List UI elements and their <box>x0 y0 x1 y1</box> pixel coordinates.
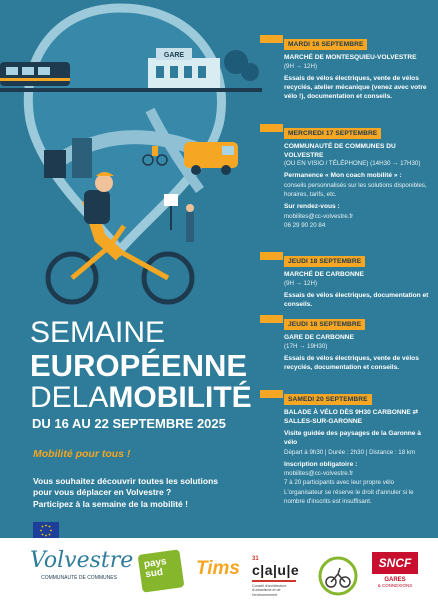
mobility-illustration <box>0 0 262 312</box>
event-place: GARE DE CARBONNE <box>284 334 354 341</box>
slogan: Mobilité pour tous ! <box>33 448 131 460</box>
event-disclaimer: L'organisateur se réserve le droit d'annuler si le nombre d'inscrits est insuffisant. <box>284 488 414 505</box>
event-description: Essais de vélos électriques, vente de vélos recyclés, documentation et conseils. <box>284 354 419 372</box>
volvestre-tagline: COMMUNAUTÉ DE COMMUNES <box>41 575 117 581</box>
caue-rule <box>252 580 296 582</box>
caue-number: 31 <box>252 556 259 562</box>
intro-text <box>33 476 258 510</box>
event-hours: (17H → 19H30) <box>284 342 328 350</box>
event-date: MERCREDI 17 SEPTEMBRE <box>284 128 381 139</box>
intro-line-2: pour vous déplacer en Volvestre ? <box>33 487 172 498</box>
event-description: Essais de vélos électriques, documentation et conseils. <box>284 291 429 309</box>
pays-sud-text: pays sud <box>143 556 168 581</box>
title-line-3-light: DELA <box>30 381 109 414</box>
partner-logos <box>0 538 438 612</box>
event-item <box>284 313 434 372</box>
event-item <box>284 388 434 506</box>
tims-logo: Tims <box>196 558 241 579</box>
bicycle-association-logo-icon <box>318 550 358 598</box>
station-sign: GARE <box>163 52 185 59</box>
event-place: MARCHÉ DE MONTESQUIEU-VOLVESTRE <box>284 54 417 61</box>
event-rdv-label: Sur rendez-vous : <box>284 203 340 211</box>
intro-line-3: Participez à la semaine de la mobilité ! <box>33 498 188 509</box>
event-place: MARCHÉ DE CARBONNE <box>284 271 364 278</box>
event-dates: DU 16 AU 22 SEPTEMBRE 2025 <box>32 416 226 431</box>
event-registration-label: Inscription obligatoire : <box>284 460 358 468</box>
event-email-link[interactable]: mobilites@cc-volvestre.fr <box>284 470 354 478</box>
event-item <box>284 33 434 102</box>
event-description: Visite guidée des paysages de la Garonne à vélo <box>284 430 421 447</box>
event-date: JEUDI 18 SEPTEMBRE <box>284 256 365 267</box>
event-item <box>284 122 434 230</box>
event-email-link[interactable]: mobilites@cc-volvestre.fr <box>284 212 354 220</box>
sncf-connexions: & CONNEXIONS <box>377 583 413 588</box>
event-hours: (9H → 12H) <box>284 62 318 70</box>
volvestre-logo <box>30 548 134 581</box>
date-marker <box>260 35 283 43</box>
sncf-gares: GARES <box>384 577 406 583</box>
caue-logo <box>252 556 300 597</box>
sncf-mark: SNCF <box>372 552 418 574</box>
eu-flag-icon <box>33 522 59 538</box>
event-details: Départ à 9h30 | Durée : 2h30 | Distance : 18 km <box>284 448 416 456</box>
event-place: COMMUNAUTÉ DE COMMUNES DU VOLVESTRE <box>284 143 396 159</box>
title-line-2: EUROPÉENNE <box>30 348 248 383</box>
date-marker <box>260 390 283 398</box>
event-place: BALADE À VÉLO DÈS 9H30 CARBONNE ⇄ SALLES-SUR-GARONNE <box>284 409 419 425</box>
pays-sud-logo <box>138 549 185 592</box>
caue-subtitle: Conseil d'architecture d'urbanisme et de l'environnement <box>252 584 287 597</box>
event-hours: (9H → 12H) <box>284 279 318 287</box>
volvestre-name: Volvestre <box>30 548 134 573</box>
event-text: conseils personnalisés sur les solutions disponibles, horaires, tarifs, etc. <box>284 181 427 198</box>
event-date: JEUDI 18 SEPTEMBRE <box>284 319 365 330</box>
event-phone: 06 29 90 20 84 <box>284 221 326 229</box>
event-description: Essais de vélos électriques, vente de vélos recyclés, atelier mécanique (venez avec votre vélo !), documentation et conseils. <box>284 74 427 101</box>
intro-line-1: Vous souhaitez découvrir toutes les solutions <box>33 476 218 486</box>
caue-name: c|a|u|e <box>252 562 300 578</box>
date-marker <box>260 315 283 323</box>
sncf-logo <box>372 552 418 588</box>
event-description: Permanence « Mon coach mobilité » : <box>284 172 402 180</box>
date-marker <box>260 252 283 260</box>
event-item <box>284 250 434 309</box>
title-line-3 <box>30 383 252 413</box>
title-line-3-bold: MOBILITÉ <box>108 381 252 414</box>
event-title <box>30 318 252 413</box>
event-participants: 7 à 20 participants avec leur propre vélo <box>284 479 395 487</box>
event-hours: (OU EN VISIO / TÉLÉPHONE) (14H30 → 17H30) <box>284 160 421 168</box>
title-line-1: SEMAINE <box>30 316 166 349</box>
date-marker <box>260 124 283 132</box>
event-date: SAMEDI 20 SEPTEMBRE <box>284 394 372 405</box>
event-date: MARDI 16 SEPTEMBRE <box>284 39 367 50</box>
